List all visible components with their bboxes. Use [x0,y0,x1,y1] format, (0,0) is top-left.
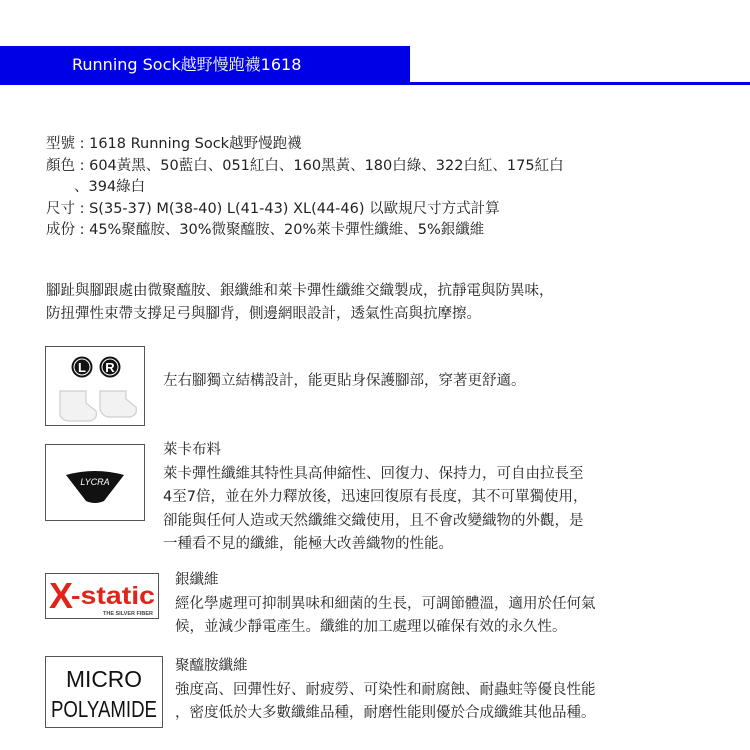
xstatic-logo-box [45,573,159,619]
description-line: 腳趾與腳跟處由微聚醯胺、銀纖維和萊卡彈性纖維交織製成，抗靜電與防異味， [46,283,554,299]
feature-text-line: 強度高、回彈性好、耐疲勞、可染性和耐腐蝕、耐蟲蛀等優良性能 [175,681,596,698]
feature-xstatic-text [175,569,596,640]
svg-text:X: X [49,575,74,616]
feature-text-line: 左右腳獨立結構設計，能更貼身保護腳部，穿著更舒適。 [163,373,526,389]
feature-micro-polyamide-text [175,655,596,726]
xstatic-logo-icon [46,574,158,618]
svg-text:-static: -static [71,582,156,610]
svg-text:L: L [78,360,86,375]
feature-lycra-text [163,439,587,557]
feature-text-line: 4至7倍，並在外力釋放後，迅速回復原有長度，其不可單獨使用， [163,489,588,505]
feature-title: 萊卡布料 [163,442,221,458]
spec-block [46,134,564,242]
page-title: Running Sock越野慢跑襪1618 [72,55,302,74]
svg-text:THE SILVER FIBER: THE SILVER FIBER [102,611,153,617]
left-right-socks-icon [46,347,144,425]
feature-left-right-text [163,370,526,394]
svg-text:R: R [105,360,115,375]
feature-text-line: 萊卡彈性纖維其特性具高伸縮性、回復力、保持力，可自由拉長至 [163,465,584,482]
spec-color-continued: 、394綠白 [74,179,146,195]
lycra-logo-box [45,444,145,521]
feature-text-line: ，密度低於大多數纖維品種，耐磨性能則優於合成纖維其他品種。 [175,705,596,721]
product-description [46,280,554,326]
feature-text-line: 經化學處理可抑制異味和細菌的生長，可調節體溫，適用於任何氣 [175,595,596,612]
spec-material: 成份 : 45%聚醯胺、30%微聚醯胺、20%萊卡彈性纖維、5%銀纖維 [46,222,485,238]
feature-text-line: 一種看不見的纖維，能極大改善織物的性能。 [163,536,453,552]
left-right-sock-icon [45,346,145,426]
svg-text:MICRO: MICRO [66,666,142,692]
spec-model: 型號 : 1618 Running Sock越野慢跑襪 [46,136,302,152]
spec-size: 尺寸 : S(35-37) M(38-40) L(41-43) XL(44-46) 以歐規尺寸方式計算 [46,200,500,217]
lycra-logo-icon [46,445,144,520]
micro-polyamide-logo-box [45,656,163,728]
svg-text:LYCRA: LYCRA [80,477,110,487]
description-line: 防扭彈性束帶支撐足弓與腳背，側邊網眼設計，透氣性高與抗摩擦。 [46,306,481,322]
feature-text-line: 候，並減少靜電產生。纖維的加工處理以確保有效的永久性。 [175,619,567,635]
spec-color: 顏色 : 604黃黑、50藍白、051紅白、160黑黃、180白綠、322白紅、175紅白 [46,157,564,174]
feature-title: 聚醯胺纖維 [175,658,248,674]
micro-polyamide-logo-icon [46,657,162,727]
feature-text-line: 卻能與任何人造或天然纖維交織使用，且不會改變織物的外觀，是 [163,512,584,529]
svg-text:POLYAMIDE: POLYAMIDE [51,696,157,722]
feature-title: 銀纖維 [175,572,219,588]
